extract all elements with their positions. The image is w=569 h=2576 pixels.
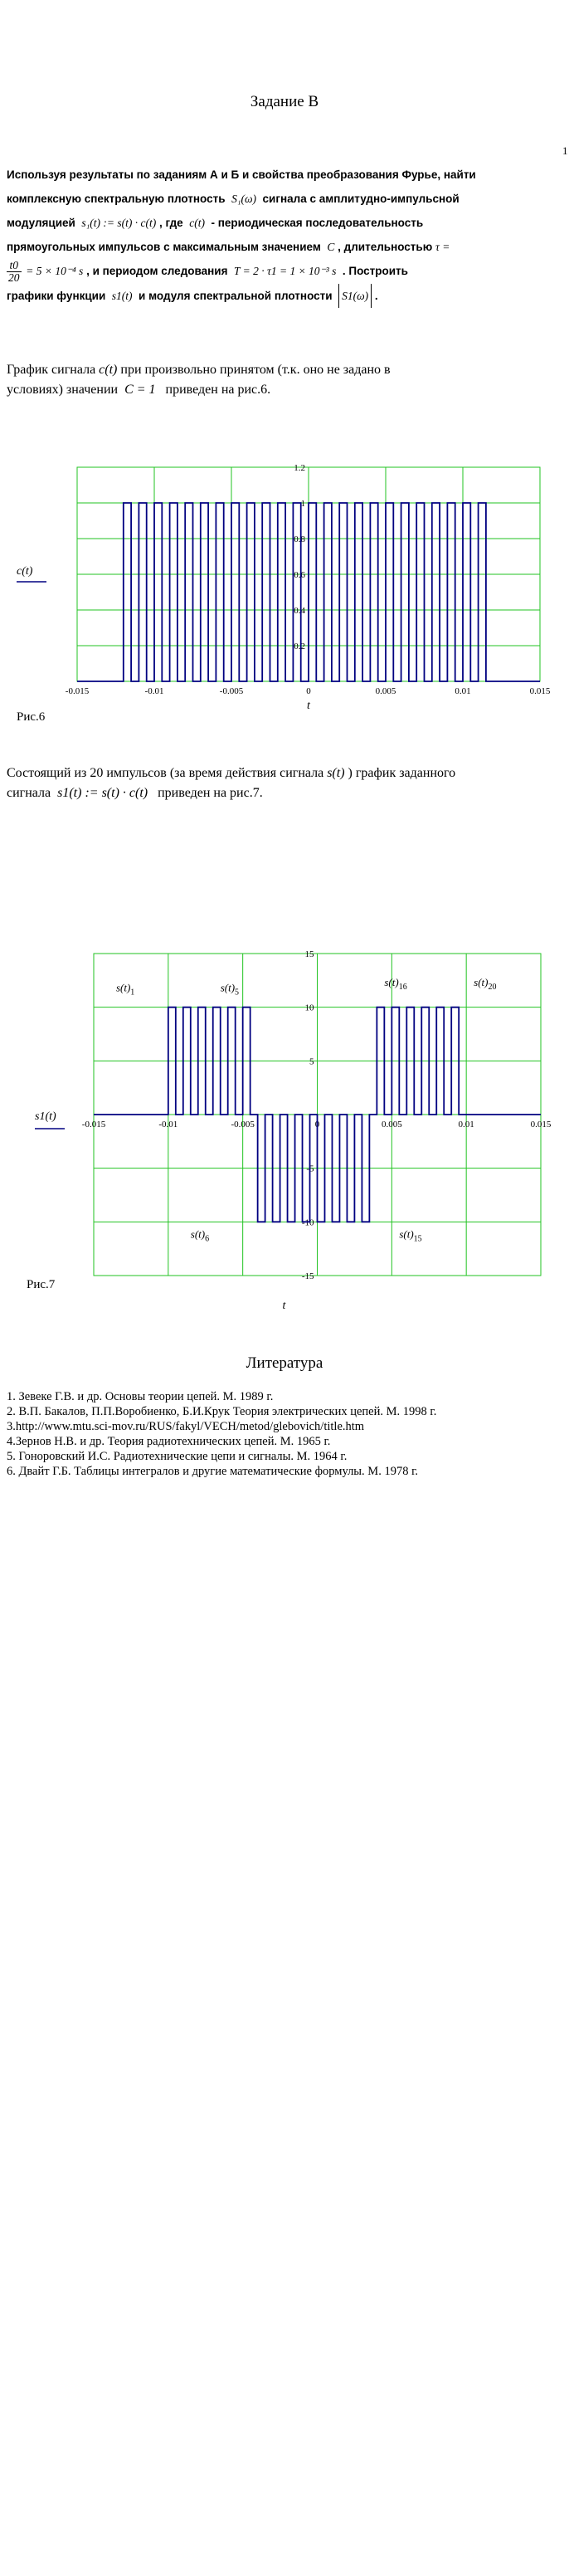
- signal-formula: s₁(t) := s(t) · c(t): [81, 217, 157, 229]
- para-text: сигнала: [7, 786, 51, 800]
- para-line: [7, 783, 537, 803]
- paragraph-fig7: [7, 764, 537, 803]
- para-text: График сигнала: [7, 363, 96, 377]
- tau-symbol: τ =: [435, 241, 450, 253]
- annotation-subscript: 20: [488, 982, 497, 992]
- reference-item: 3.http://www.mtu.sci-mov.ru/RUS/fakyl/VECH/metod/glebovich/title.htm: [7, 1420, 365, 1433]
- math-inline: s(t): [327, 766, 345, 780]
- pulse-annotation: [191, 1228, 209, 1244]
- task-text: модуляцией: [7, 217, 75, 229]
- modulus-symbol: S1(ω): [338, 284, 372, 308]
- figure-7-caption: Рис.7: [27, 1278, 56, 1291]
- x-tick-label: -0.005: [219, 686, 244, 696]
- references-title: Литература: [246, 1354, 323, 1372]
- x-tick-label: 0.005: [381, 1120, 402, 1129]
- pulse-annotation: [399, 1228, 421, 1244]
- fig6-plot: [17, 463, 551, 712]
- annotation-subscript: 16: [398, 982, 407, 992]
- para-text: Состоящий из 20 импульсов (за время действия сигнала: [7, 766, 324, 780]
- reference-item: 5. Гоноровский И.С. Радиотехнические цепи и сигналы. М. 1964 г.: [7, 1450, 348, 1463]
- edge-mark: 1: [562, 144, 568, 157]
- annotation-text: s(t): [220, 981, 236, 994]
- page-title: Задание В: [250, 93, 319, 110]
- amplitude-symbol: C: [327, 241, 335, 253]
- figure-6-chart: [0, 448, 569, 730]
- y-tick-label: 0.4: [294, 606, 305, 616]
- reference-item: 1. Зевеке Г.В. и др. Основы теории цепей. М. 1989 г.: [7, 1390, 274, 1403]
- y-tick-label: 0.8: [294, 534, 305, 544]
- x-tick-label: -0.01: [144, 686, 164, 696]
- para-text: ) график заданного: [348, 766, 456, 780]
- y-tick-label: -10: [301, 1217, 314, 1228]
- y-tick-label: 0.2: [294, 642, 305, 651]
- para-line: [7, 380, 537, 400]
- task-text: .: [374, 289, 378, 302]
- para-text: условиях) значении: [7, 383, 119, 397]
- pulse-annotation: [221, 981, 239, 997]
- pulse-annotation: [474, 976, 496, 992]
- para-text: при произвольно принятом (т.к. оно не задано в: [120, 363, 391, 377]
- annotation-text: s(t): [474, 975, 489, 988]
- carrier-symbol: c(t): [189, 217, 205, 229]
- signal-trace: [77, 503, 540, 681]
- task-line-2: [7, 187, 554, 211]
- annotation-text: s(t): [384, 975, 399, 988]
- x-tick-label: 0.01: [455, 686, 471, 696]
- paragraph-fig6: [7, 360, 537, 400]
- task-text: и модуля спектральной плотности: [139, 289, 333, 302]
- y-tick-label: 0.6: [294, 570, 305, 580]
- fraction: [7, 260, 22, 284]
- x-tick-label: 0: [306, 686, 311, 696]
- task-line-5: [7, 259, 554, 284]
- x-tick-label: 0.015: [530, 1120, 552, 1129]
- y-tick-label: 1: [300, 499, 305, 509]
- reference-item: 2. В.П. Бакалов, П.П.Воробиенко, Б.И.Крук Теория электрических цепей. М. 1998 г.: [7, 1405, 437, 1418]
- y-tick-label: -5: [306, 1164, 314, 1174]
- function-symbol: s1(t): [111, 289, 133, 302]
- period-formula: T = 2 · τ1 = 1 × 10⁻³ s: [234, 265, 337, 277]
- x-axis-label: t: [282, 1300, 286, 1311]
- tau-value: = 5 × 10⁻⁴ s: [26, 265, 84, 277]
- task-line-1: Используя результаты по заданиям А и Б и свойства преобразования Фурье, найти: [7, 168, 476, 181]
- task-text: - периодическая последовательность: [211, 217, 424, 229]
- task-text: , где: [159, 217, 183, 229]
- reference-item: 4.Зернов Н.В. и др. Теория радиотехнических цепей. М. 1965 г.: [7, 1435, 331, 1448]
- task-text: , длительностью: [338, 241, 433, 253]
- fraction-numerator: t0: [7, 260, 22, 272]
- reference-item: 6. Двайт Г.Б. Таблицы интегралов и другие математические формулы. М. 1978 г.: [7, 1465, 419, 1478]
- y-axis-label: c(t): [17, 565, 33, 578]
- y-tick-label: -15: [301, 1271, 314, 1281]
- para-line: [7, 360, 537, 380]
- annotation-subscript: 6: [205, 1234, 210, 1244]
- x-tick-label: 0.015: [529, 686, 551, 696]
- x-tick-label: -0.01: [158, 1120, 178, 1129]
- task-text: графики функции: [7, 289, 106, 302]
- task-line-3: [7, 211, 554, 235]
- annotation-text: s(t): [115, 981, 131, 994]
- fraction-denominator: 20: [8, 271, 20, 284]
- annotation-subscript: 15: [413, 1234, 422, 1244]
- x-tick-label: 0.005: [375, 686, 396, 696]
- task-text: комплексную спектральную плотность: [7, 193, 226, 205]
- figure-7-chart: [0, 929, 569, 1311]
- spectral-density-symbol: S₁(ω): [231, 193, 257, 205]
- math-inline: c(t): [99, 363, 118, 377]
- y-tick-label: 1.2: [294, 463, 305, 473]
- pulse-annotation: [116, 981, 134, 997]
- x-tick-label: -0.015: [65, 686, 90, 696]
- para-text: приведен на рис.6.: [165, 383, 271, 397]
- math-inline: s1(t) := s(t) · c(t): [57, 786, 148, 800]
- y-axis-label: s1(t): [35, 1110, 56, 1123]
- task-line-6: [7, 284, 554, 308]
- task-text: , и периодом следования: [86, 265, 228, 277]
- task-text: . Построить: [342, 265, 408, 277]
- x-axis-label: t: [307, 700, 310, 712]
- annotation-subscript: 1: [130, 988, 135, 998]
- fig7-plot: [35, 949, 552, 1311]
- task-text: прямоугольных импульсов с максимальным значением: [7, 241, 321, 253]
- x-tick-label: 0: [314, 1120, 320, 1129]
- x-tick-label: -0.005: [231, 1120, 255, 1129]
- para-text: приведен на рис.7.: [158, 786, 263, 800]
- math-inline: C = 1: [124, 383, 156, 397]
- y-tick-label: 15: [304, 949, 314, 959]
- annotation-text: s(t): [190, 1227, 206, 1241]
- x-tick-label: 0.01: [458, 1120, 474, 1129]
- y-tick-label: 10: [304, 1003, 314, 1013]
- annotation-text: s(t): [399, 1227, 414, 1241]
- y-tick-label: 5: [309, 1056, 314, 1067]
- references-list: [7, 1389, 562, 1479]
- task-text: сигнала с амплитудно-импульсной: [262, 193, 460, 205]
- task-statement: [7, 163, 554, 308]
- task-line-4: [7, 235, 554, 259]
- annotation-subscript: 5: [235, 988, 240, 998]
- pulse-annotation: [384, 976, 406, 992]
- para-line: [7, 764, 537, 783]
- figure-6-caption: Рис.6: [17, 710, 46, 724]
- x-tick-label: -0.015: [81, 1120, 106, 1129]
